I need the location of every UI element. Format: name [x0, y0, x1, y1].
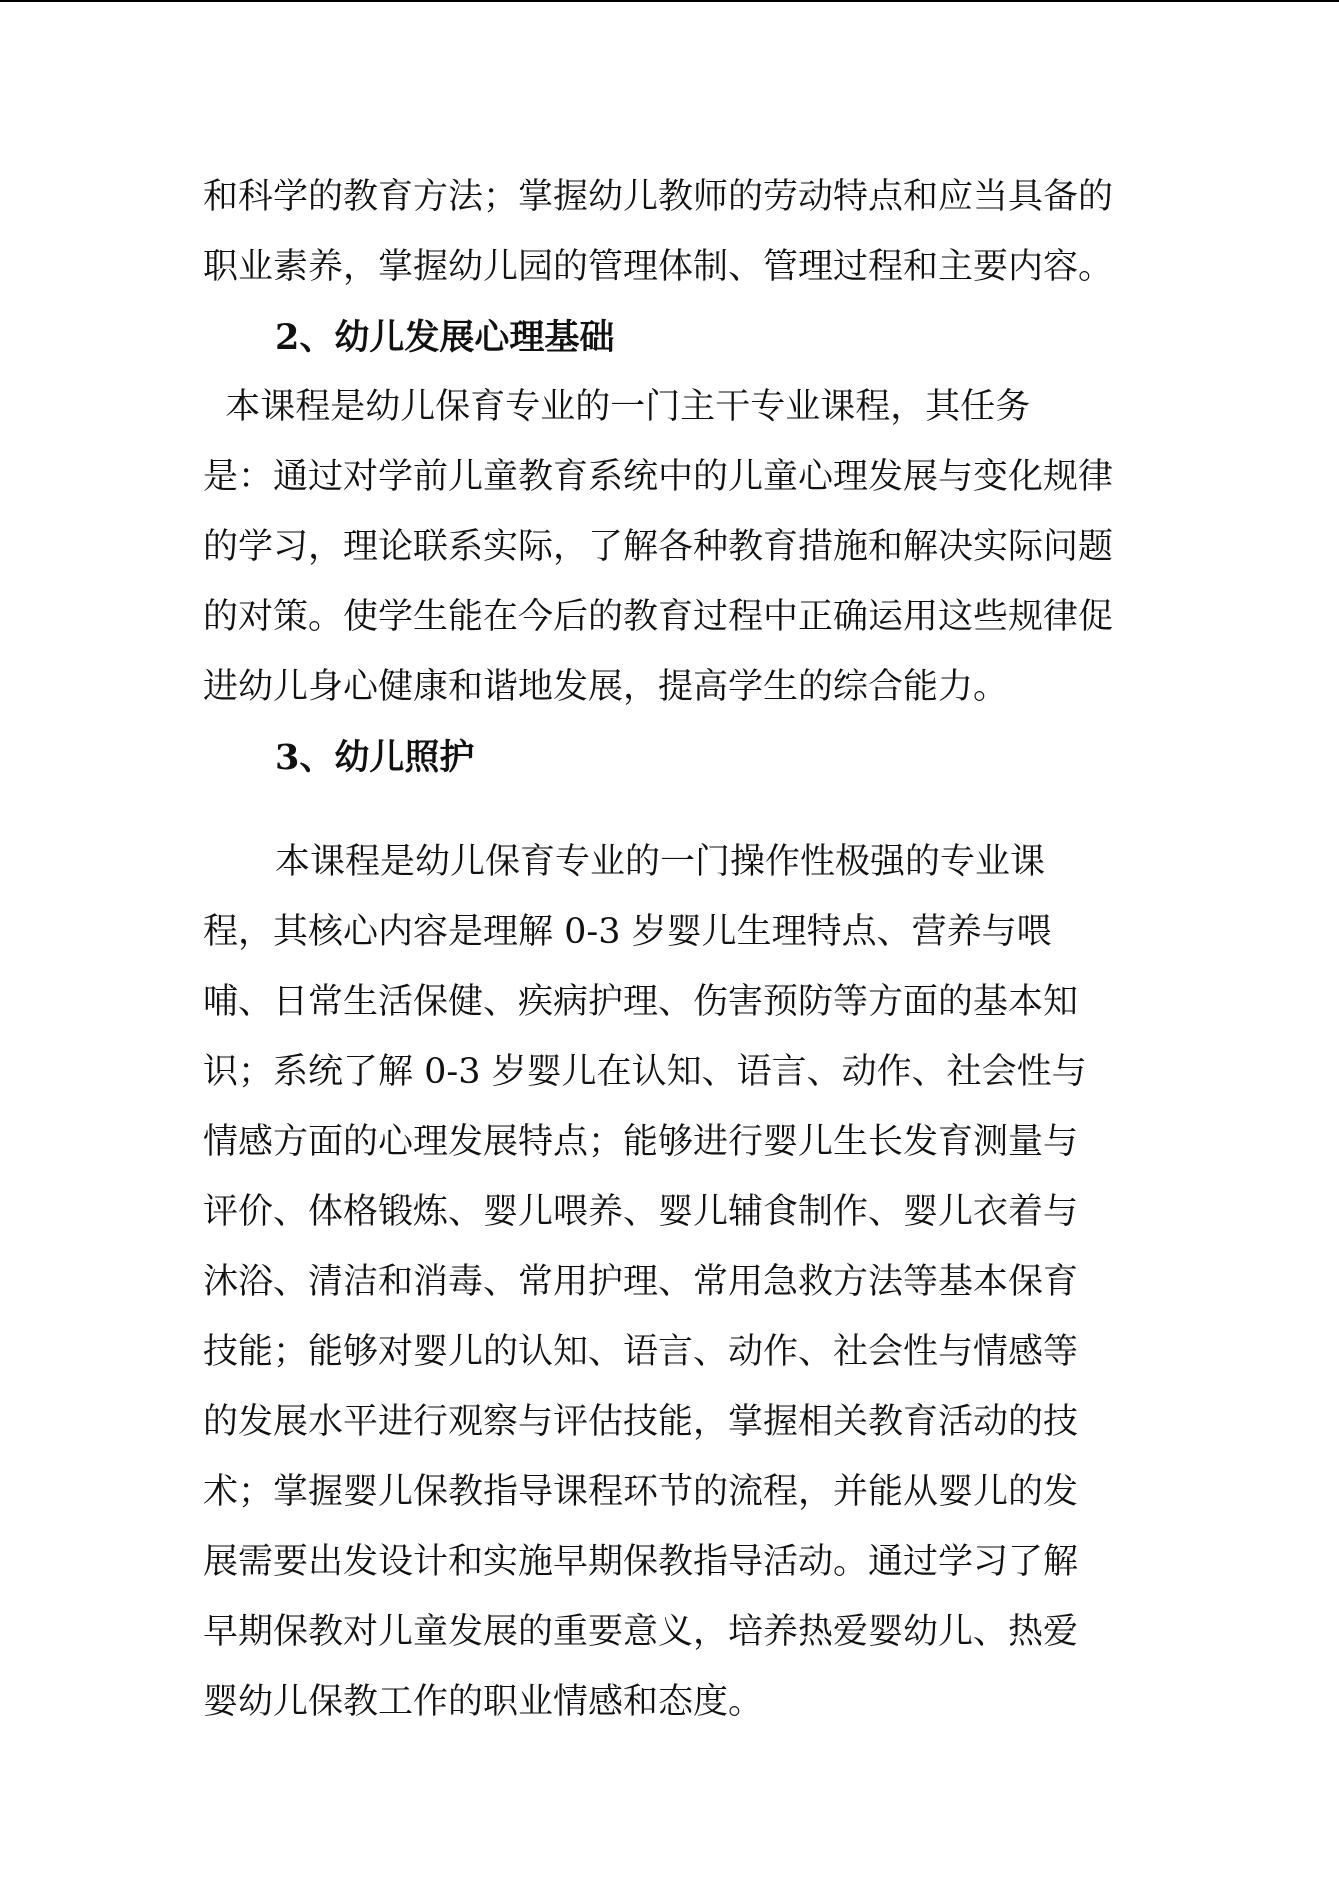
paragraph-line: 本课程是幼儿保育专业的一门操作性极强的专业课 — [275, 842, 1046, 882]
paragraph-line: 的对策。使学生能在今后的教育过程中正确运用这些规律促 — [203, 597, 1114, 637]
paragraph-line: 情感方面的心理发展特点；能够进行婴儿生长发育测量与 — [203, 1122, 1079, 1162]
paragraph-line: 沐浴、清洁和消毒、常用护理、常用急救方法等基本保育 — [203, 1262, 1079, 1302]
paragraph-line: 是：通过对学前儿童教育系统中的儿童心理发展与变化规律 — [203, 457, 1114, 497]
paragraph-line: 的学习，理论联系实际，了解各种教育措施和解决实际问题 — [203, 527, 1114, 567]
paragraph-line: 评价、体格锻炼、婴儿喂养、婴儿辅食制作、婴儿衣着与 — [203, 1192, 1079, 1232]
paragraph-line: 程，其核心内容是理解 0-3 岁婴儿生理特点、营养与喂 — [203, 912, 1052, 952]
paragraph-line: 哺、日常生活保健、疾病护理、伤害预防等方面的基本知 — [203, 982, 1079, 1022]
paragraph-line: 本课程是幼儿保育专业的一门主干专业课程，其任务 — [203, 387, 1031, 427]
paragraph-line: 早期保教对儿童发展的重要意义，培养热爱婴幼儿、热爱 — [203, 1612, 1079, 1652]
paragraph-line: 和科学的教育方法；掌握幼儿教师的劳动特点和应当具备的 — [203, 177, 1114, 217]
top-border-line — [0, 0, 1339, 2]
paragraph-line: 的发展水平进行观察与评估技能，掌握相关教育活动的技 — [203, 1402, 1079, 1442]
paragraph-line: 婴幼儿保教工作的职业情感和态度。 — [203, 1682, 764, 1722]
paragraph-line: 展需要出发设计和实施早期保教指导活动。通过学习了解 — [203, 1542, 1079, 1582]
paragraph-line: 术；掌握婴儿保教指导课程环节的流程，并能从婴儿的发 — [203, 1472, 1079, 1512]
paragraph-line: 进幼儿身心健康和谐地发展，提高学生的综合能力。 — [203, 667, 1009, 707]
paragraph-line: 职业素养，掌握幼儿园的管理体制、管理过程和主要内容。 — [203, 247, 1114, 287]
section-heading: 3、幼儿照护 — [275, 737, 475, 778]
paragraph-line: 技能；能够对婴儿的认知、语言、动作、社会性与情感等 — [203, 1332, 1079, 1372]
section-heading: 2、幼儿发展心理基础 — [275, 317, 615, 358]
paragraph-line: 识；系统了解 0-3 岁婴儿在认知、语言、动作、社会性与 — [203, 1052, 1087, 1092]
